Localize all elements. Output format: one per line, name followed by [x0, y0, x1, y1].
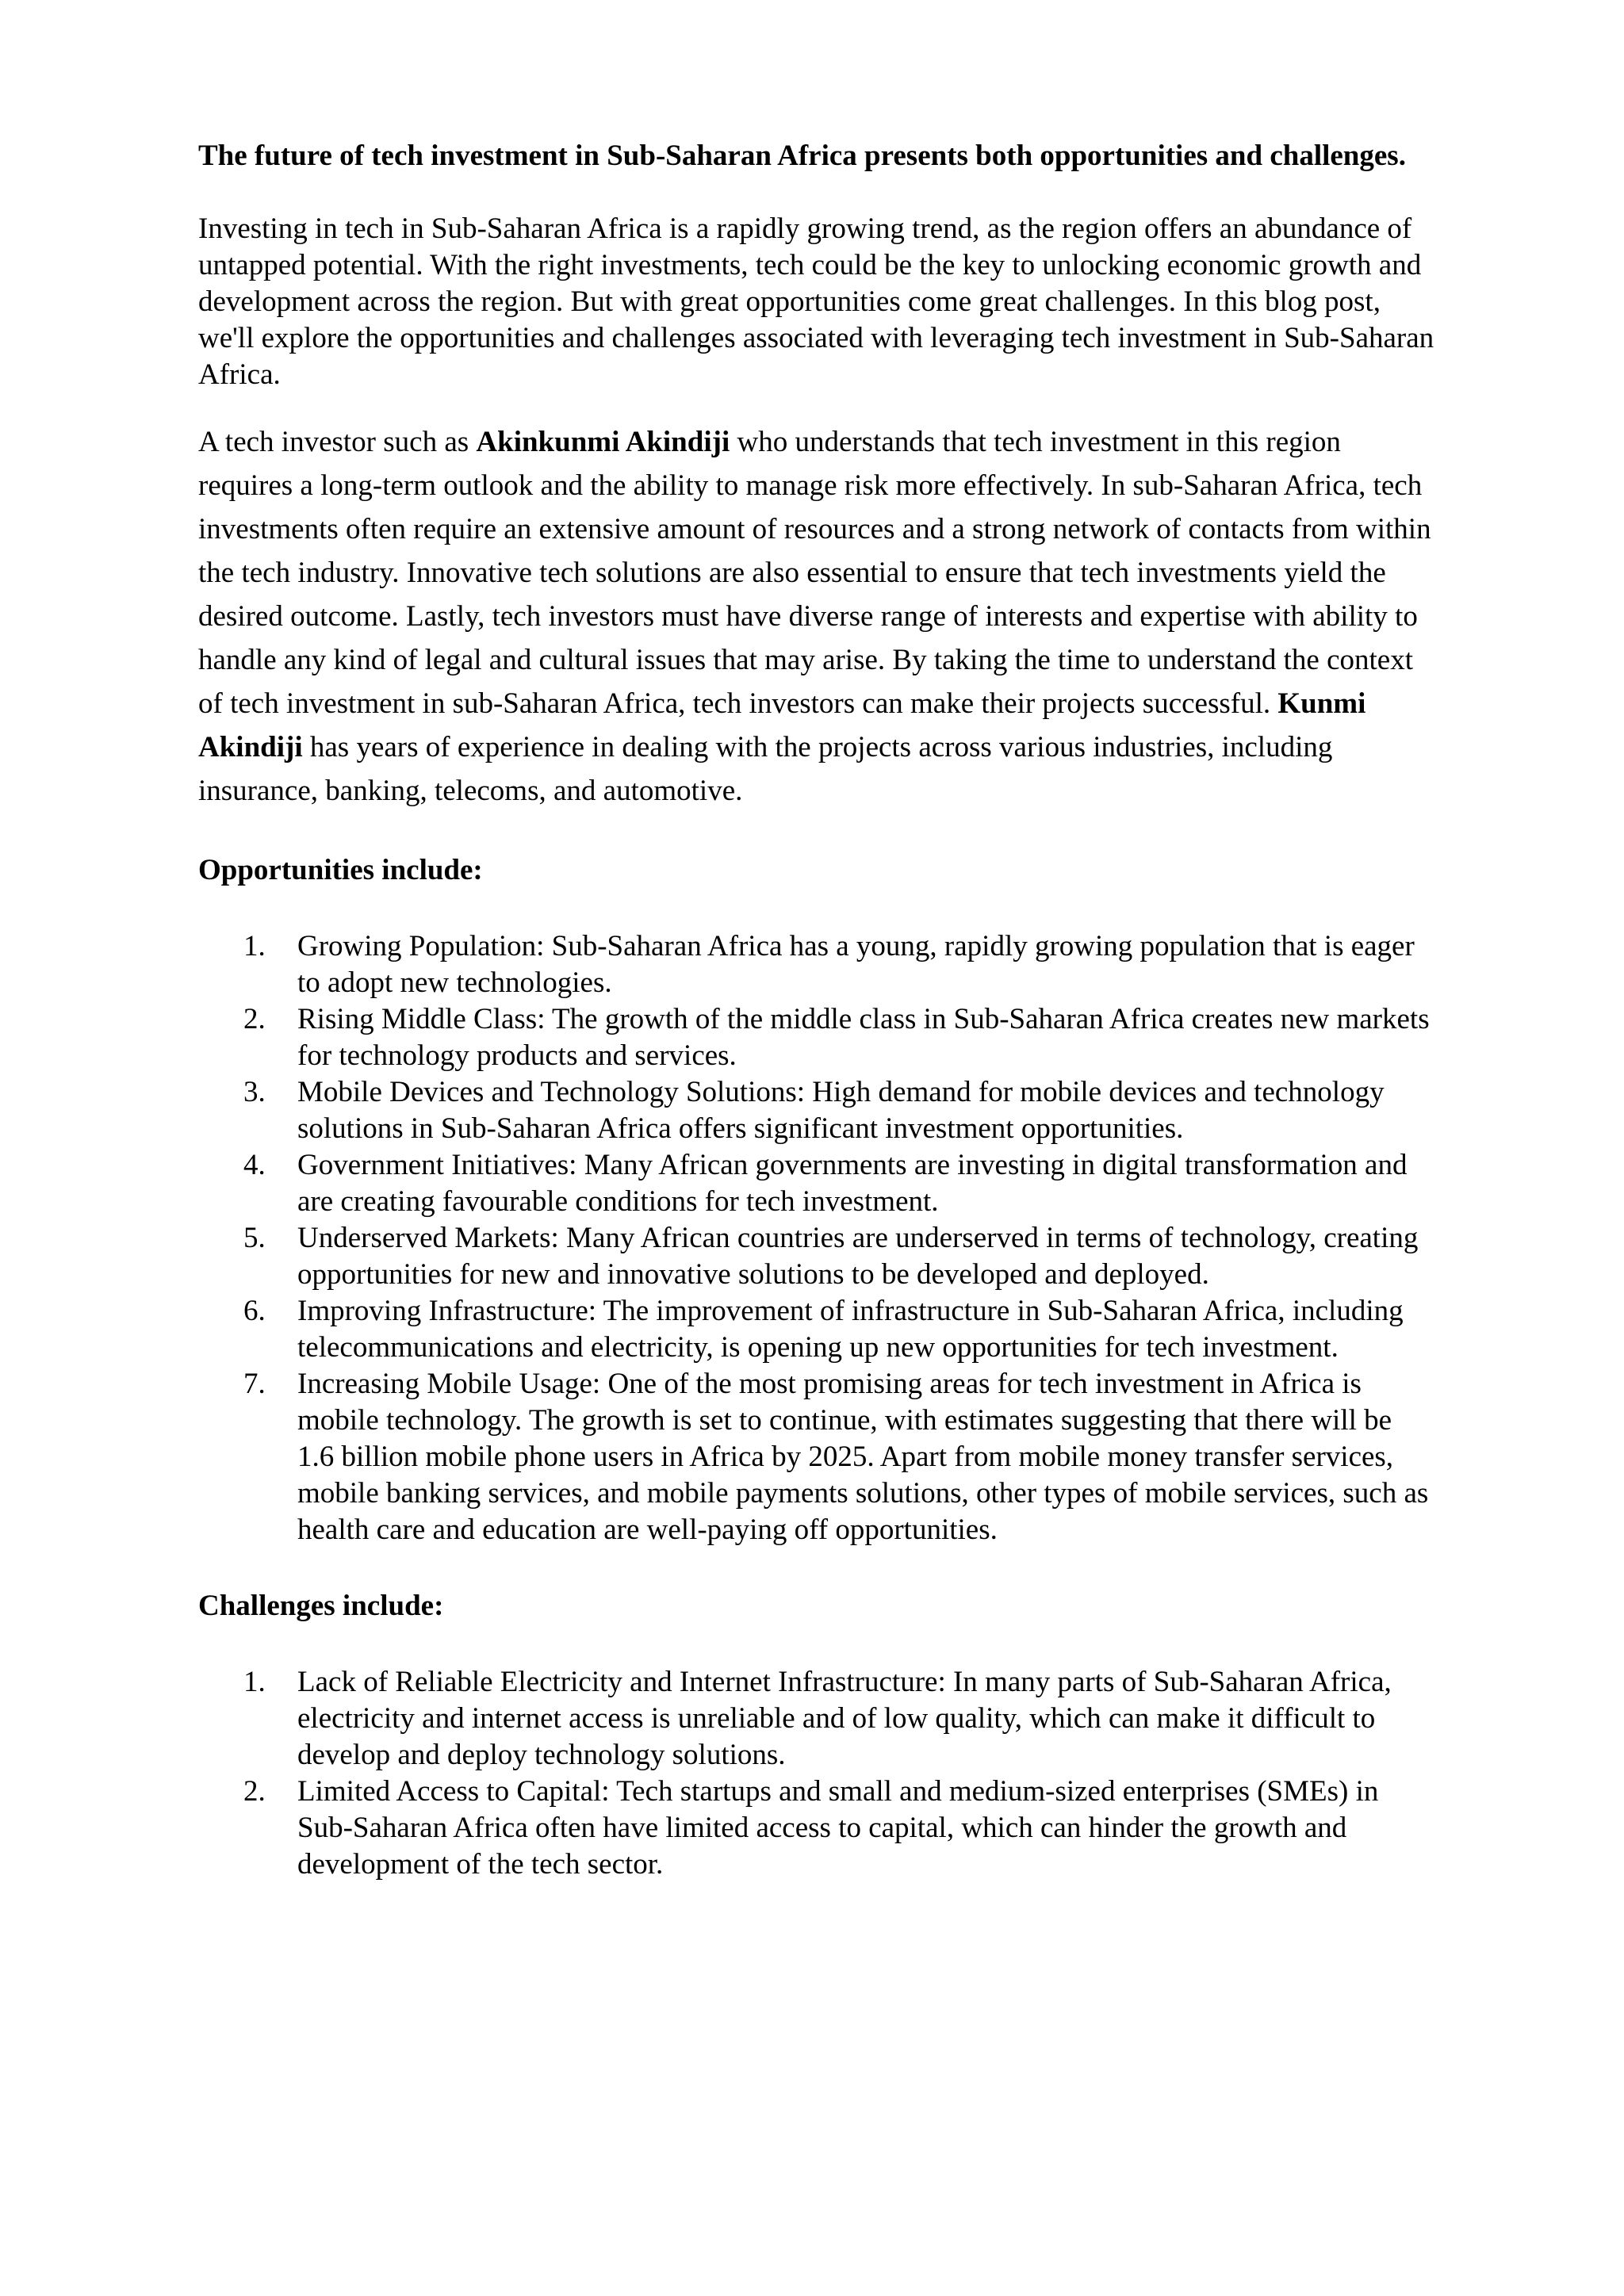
list-item: [198, 1074, 1435, 1147]
list-item-number: 1.: [243, 1666, 266, 1698]
list-item: [198, 1774, 1435, 1883]
list-item: [198, 1664, 1435, 1774]
bio-text: who understands that tech investment in this region requires a long-term outlook and the ability to manage risk more effectively. In sub-Saharan Africa, tech investments often require an extensive amount of resources and a strong network of contacts from within the tech industry. Innovative tech solutions are also essential to ensure that tech investments yield the desired outcome. Lastly, tech investors must have diverse range of interests and expertise with ability to handle any kind of legal and cultural issues that may arise. By taking the time to understand the context of tech investment in sub-Saharan Africa, tech investors can make their projects successful.: [198, 426, 1431, 720]
list-item: [198, 1366, 1435, 1548]
investor-name-full: Akinkunmi Akindiji: [476, 426, 730, 458]
bio-text: A tech investor such as: [198, 426, 477, 458]
list-item: [198, 1147, 1435, 1220]
list-item: [198, 1220, 1435, 1293]
list-item-number: 6.: [243, 1295, 266, 1327]
list-item-number: 2.: [243, 1003, 266, 1035]
opportunities-heading: Opportunities include:: [198, 854, 483, 886]
document-title: The future of tech investment in Sub-Saharan Africa presents both opportunities and challenges.: [198, 140, 1406, 172]
list-item-number: 1.: [243, 930, 266, 962]
list-item-text: Increasing Mobile Usage: One of the most promising areas for tech investment in Africa is mobile technology. The growth is set to continue, with estimates suggesting that there will be 1.6 billion mobile phone users in Africa by 2025. Apart from mobile money transfer services, mobile banking services, and mobile payments solutions, other types of mobile services, such as health care and education are well-paying off opportunities.: [297, 1368, 1429, 1546]
list-item: [198, 1293, 1435, 1366]
list-item-number: 7.: [243, 1368, 266, 1400]
list-item-number: 3.: [243, 1076, 266, 1108]
list-item-text: Improving Infrastructure: The improvement of infrastructure in Sub-Saharan Africa, including telecommunications and electricity, is opening up new opportunities for tech investment.: [297, 1295, 1404, 1364]
intro-paragraph: Investing in tech in Sub-Saharan Africa is a rapidly growing trend, as the region offers an abundance of untapped potential. With the right investments, tech could be the key to unlocking economic growth and development across the region. But with great opportunities come great challenges. In this blog post, we'll explore the opportunities and challenges associated with leveraging tech investment in Sub-Saharan Africa.: [198, 212, 1434, 391]
challenges-list: [198, 1664, 1435, 1883]
list-item-text: Limited Access to Capital: Tech startups and small and medium-sized enterprises (SMEs) in Sub-Saharan Africa often have limited access to capital, which can hinder the growth and development of the tech sector.: [297, 1775, 1379, 1881]
list-item-text: Underserved Markets: Many African countries are underserved in terms of technology, creating opportunities for new and innovative solutions to be developed and deployed.: [297, 1222, 1419, 1291]
list-item-number: 2.: [243, 1775, 266, 1808]
investor-bio-paragraph: [198, 420, 1435, 813]
opportunities-list: [198, 928, 1435, 1548]
list-item-number: 5.: [243, 1222, 266, 1254]
list-item-text: Government Initiatives: Many African governments are investing in digital transformation and are creating favourable conditions for tech investment.: [297, 1149, 1408, 1218]
list-item: [198, 928, 1435, 1001]
investor-name-short: Kunmi Akindiji: [198, 687, 1366, 763]
list-item-text: Growing Population: Sub-Saharan Africa has a young, rapidly growing population that is eager to adopt new technologies.: [297, 930, 1415, 999]
list-item-text: Lack of Reliable Electricity and Internet Infrastructure: In many parts of Sub-Saharan Africa, electricity and internet access is unreliable and of low quality, which can make it difficult to develop and deploy technology solutions.: [297, 1666, 1392, 1771]
list-item-text: Mobile Devices and Technology Solutions: High demand for mobile devices and technology solutions in Sub-Saharan Africa offers significant investment opportunities.: [297, 1076, 1385, 1145]
bio-text: has years of experience in dealing with the projects across various industries, including insurance, banking, telecoms, and automotive.: [198, 731, 1333, 807]
list-item-text: Rising Middle Class: The growth of the middle class in Sub-Saharan Africa creates new markets for technology products and services.: [297, 1003, 1430, 1072]
challenges-heading: Challenges include:: [198, 1590, 444, 1622]
document-body: [198, 138, 1435, 1883]
list-item: [198, 1001, 1435, 1074]
list-item-number: 4.: [243, 1149, 266, 1181]
